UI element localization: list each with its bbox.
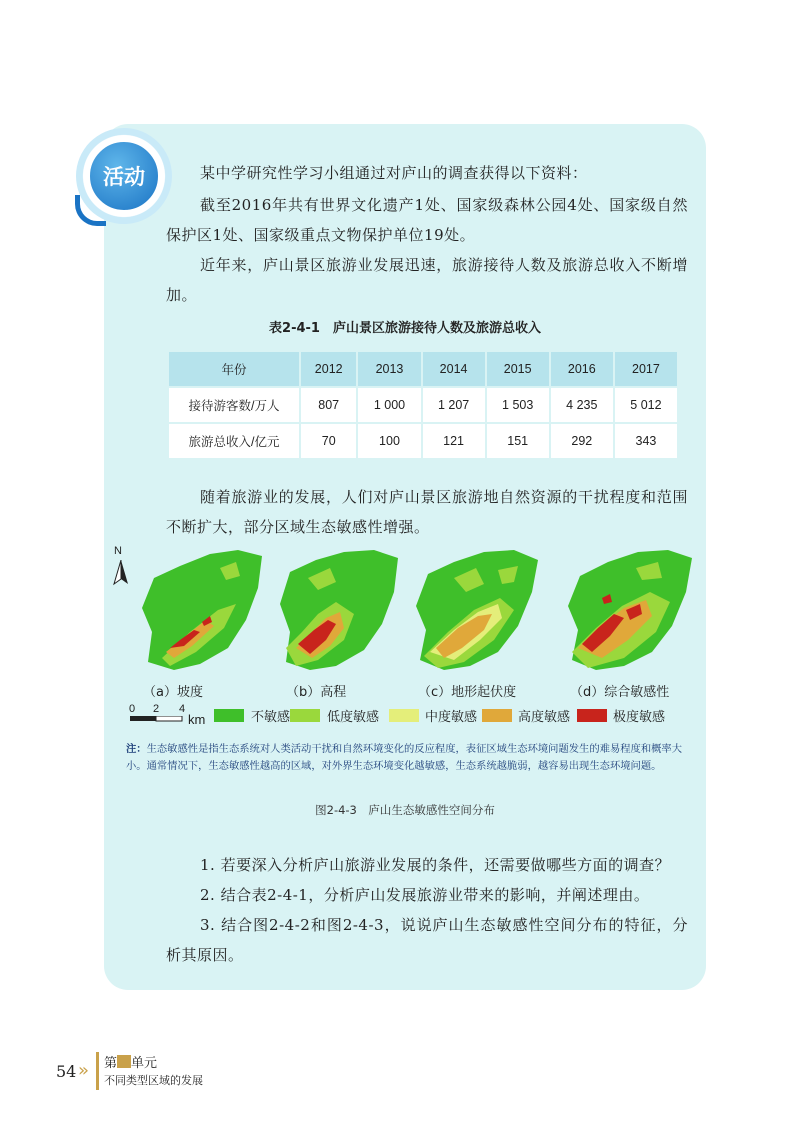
map-elevation [278,548,404,672]
figure-note [126,741,692,775]
map-label-slope: （a）坡度 [143,685,203,700]
sensitivity-paragraph: 随着旅游业的发展，人们对庐山景区旅游地自然资源的干扰程度和范围不断扩大，部分区域生态敏感性增强。 [166,488,688,536]
unit-title: 不同类型区域的发展 [104,1074,203,1087]
map-relief [414,548,542,672]
legend-swatch [290,709,320,722]
page-number: 54 [56,1062,77,1081]
table-header-cell: 2014 [422,351,486,387]
legend-swatch [577,709,607,722]
legend-label: 高度敏感 [518,710,571,725]
table-cell: 807 [300,387,357,423]
intro-text: 某中学研究性学习小组通过对庐山的调查获得以下资料： [200,164,588,182]
activity-badge: 活动 [86,138,162,214]
table-header-cell: 2016 [550,351,614,387]
table-cell: 343 [614,423,678,459]
question-2: 2. 结合表2-4-1，分析庐山发展旅游业带来的影响，并阐述理由。 [200,886,650,904]
map-slope [140,548,268,672]
legend-swatch [214,709,244,722]
table-header-cell: 2012 [300,351,357,387]
question-1: 1. 若要深入分析庐山旅游业发展的条件，还需要做哪些方面的调查？ [200,856,671,874]
table-cell: 1 000 [357,387,421,423]
table-row [168,423,678,459]
scale-line [130,716,186,722]
table-cell: 5 012 [614,387,678,423]
table-header-cell: 年份 [168,351,300,387]
table-header-row [168,351,678,387]
table-header-cell: 2017 [614,351,678,387]
table-header-cell: 2015 [486,351,550,387]
north-arrow-icon [113,560,129,586]
unit-number-block [117,1055,131,1068]
map-label-relief: （c）地形起伏度 [418,685,517,700]
heritage-paragraph: 截至2016年共有世界文化遗产1处、国家级森林公园4处、国家级自然保护区1处、国家级重点文物保护单位19处。 [166,196,688,244]
scale-unit: km [188,712,206,727]
table-row [168,387,678,423]
note-label: 注： [126,743,147,755]
map-label-elevation: （b）高程 [286,685,347,700]
scale-tick: 2 [153,703,160,715]
table-cell: 1 503 [486,387,550,423]
unit-suffix: 单元 [131,1056,158,1071]
legend-label: 中度敏感 [425,710,478,725]
table-row-label: 旅游总收入/亿元 [168,423,300,459]
table-header-cell: 2013 [357,351,421,387]
page-arrow-icon: » [78,1060,90,1081]
note-text: 生态敏感性是指生态系统对人类活动干扰和自然环境变化的反应程度，表征区域生态环境问题发生的难易程度和概率大小。通常情况下，生态敏感性越高的区域，对外界生态环境变化越敏感，生态系统越脆弱，越容易出现生态环境问题。 [126,743,683,772]
legend-swatch [389,709,419,722]
table-cell: 1 207 [422,387,486,423]
table-cell: 70 [300,423,357,459]
table-cell: 292 [550,423,614,459]
legend-swatch [482,709,512,722]
tourism-growth-paragraph: 近年来，庐山景区旅游业发展迅速，旅游接待人数及旅游总收入不断增加。 [166,256,688,304]
scale-tick: 0 [129,703,136,715]
question-3: 3. 结合图2-4-2和图2-4-3，说说庐山生态敏感性空间分布的特征，分析其原因。 [166,916,688,964]
map-overall [566,548,696,672]
tourism-table [167,350,679,460]
unit-heading [104,1052,157,1071]
figure-caption: 图2-4-3 庐山生态敏感性空间分布 [315,803,495,817]
legend-label: 不敏感 [251,710,291,725]
map-label-overall: （d）综合敏感性 [570,685,670,700]
scale-tick: 4 [179,703,186,715]
north-label: N [114,545,122,557]
table-caption: 表2-4-1 庐山景区旅游接待人数及旅游总收入 [269,321,541,336]
table-cell: 151 [486,423,550,459]
footer-divider [96,1052,99,1090]
table-cell: 121 [422,423,486,459]
table-row-label: 接待游客数/万人 [168,387,300,423]
table-cell: 100 [357,423,421,459]
table-cell: 4 235 [550,387,614,423]
legend-label: 低度敏感 [327,710,380,725]
unit-prefix: 第 [104,1056,118,1071]
legend-label: 极度敏感 [613,710,666,725]
